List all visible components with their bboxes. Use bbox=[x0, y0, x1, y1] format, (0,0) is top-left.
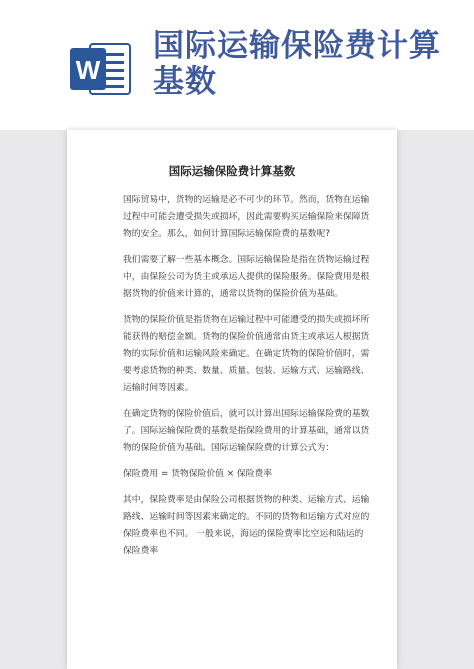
document-body bbox=[123, 192, 371, 569]
paragraph-intro: 国际贸易中，货物的运输是必不可少的环节。然而，货物在运输过程中可能会遭受损失或损坏，因此需要购买运输保险来保障货物的安全。那么，如何计算国际运输保险费的基数呢? bbox=[123, 195, 370, 239]
header-banner bbox=[0, 0, 474, 130]
document-title: 国际运输保险费计算基数 bbox=[168, 164, 296, 178]
paragraph-concepts: 我们需要了解一些基本概念。国际运输保险是指在货物运输过程中，由保险公司为货主或承运人提供的保险服务。保险费用是根据货物的价值来计算的，通常以货物的保险价值为基础。 bbox=[123, 255, 370, 299]
paragraph-base-calculation: 在确定货物的保险价值后，就可以计算出国际运输保险费的基数了。国际运输保险费的基数是指保险费用的计算基础，通常以货物的保险价值为基础。国际运输保险费的计算公式为： bbox=[123, 409, 370, 453]
paragraph-insured-value: 货物的保险价值是指货物在运输过程中可能遭受的损失或损坏所能获得的赔偿金额。货物的保险价值通常由货主或承运人根据货物的实际价值和运输风险来确定。在确定货物的保险价值时，需要考虑货物的种类、数量、质量、包装、运输方式、运输路线、运输时间等因素。 bbox=[123, 315, 370, 393]
word-document-icon bbox=[70, 38, 132, 100]
banner-title: 国际运输保险费计算基数 bbox=[153, 28, 441, 100]
premium-formula: 保险费用 = 货物保险价值 × 保险费率 bbox=[123, 469, 273, 479]
word-logo-letter: W bbox=[75, 55, 101, 85]
paragraph-premium-rate: 其中，保险费率是由保险公司根据货物的种类、运输方式、运输路线、运输时间等因素来确定的。不同的货物和运输方式对应的保险费率也不同。 一般来说，海运的保险费率比空运和陆运的保险费率 bbox=[123, 495, 370, 556]
document-page bbox=[67, 130, 397, 669]
